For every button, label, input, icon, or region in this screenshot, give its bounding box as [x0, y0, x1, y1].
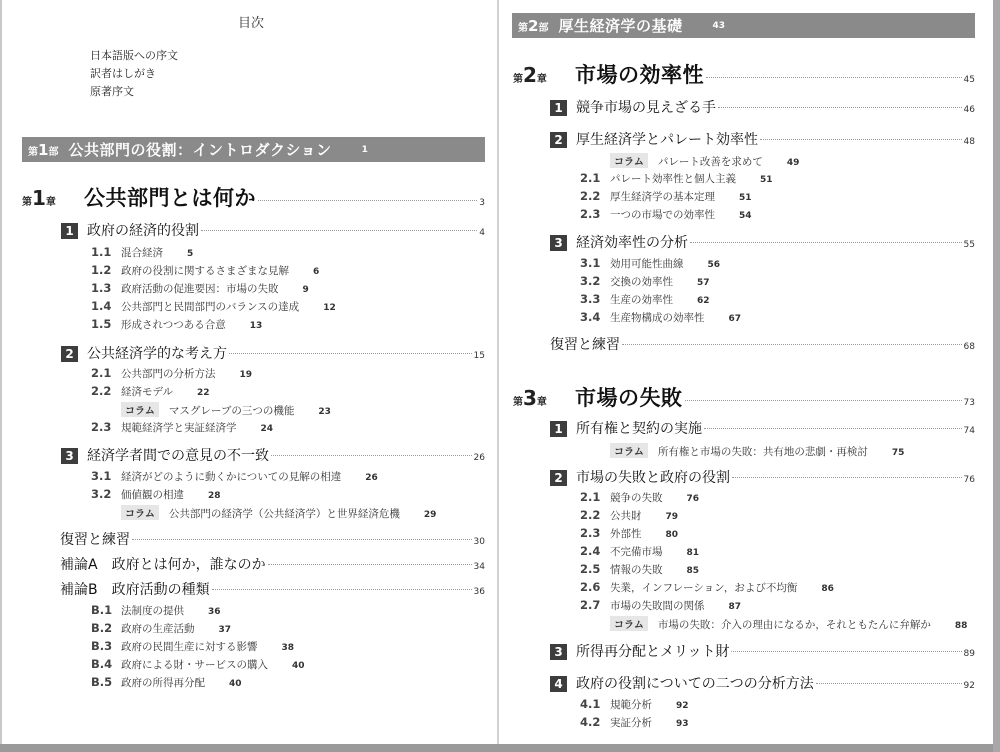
toc-title: 目次 — [238, 16, 265, 31]
dot-leader — [229, 353, 472, 354]
subsection-entry[interactable]: 2.2 経済モデル 22 — [91, 384, 210, 398]
dot-leader — [690, 242, 962, 243]
subsection-entry[interactable]: 2.3 一つの市場での効率性 54 — [580, 207, 752, 221]
subsection-entry[interactable]: B.2 政府の生産活動 37 — [91, 621, 232, 635]
front-matter-preface-jp[interactable]: 日本語版への序文 — [90, 49, 178, 62]
subsection-entry[interactable]: 2.1 競争の失敗 76 — [580, 490, 700, 504]
part-title: 厚生経済学の基礎 — [558, 17, 683, 35]
dot-leader — [212, 589, 472, 590]
page-number: 89 — [963, 649, 975, 659]
dot-leader — [622, 344, 962, 345]
dot-leader — [718, 107, 962, 108]
page-number: 15 — [473, 351, 485, 361]
subsection-entry[interactable]: 3.1 経済がどのように動くかについての見解の相違 26 — [91, 469, 378, 483]
section-number-box: 3 — [550, 644, 567, 660]
appendix-title: 補論A 政府とは何か，誰なのか — [60, 557, 266, 573]
section-title: 所有権と契約の実施 — [576, 421, 702, 437]
page-number: 76 — [963, 475, 975, 485]
dot-leader — [706, 77, 962, 78]
subsection-entry[interactable]: 2.5 情報の失敗 85 — [580, 562, 700, 576]
front-matter-original-preface[interactable]: 原著序文 — [90, 85, 134, 98]
chapter-title: 市場の効率性 — [575, 63, 704, 87]
dot-leader — [132, 539, 472, 540]
section-entry[interactable] — [61, 220, 485, 240]
page-number: 3 — [479, 198, 485, 208]
chapter-3-entry[interactable] — [513, 382, 975, 412]
dot-leader — [732, 477, 962, 478]
part-1-banner[interactable] — [22, 137, 485, 162]
part-page: 43 — [712, 20, 725, 31]
dot-leader — [258, 200, 477, 201]
page-number: 74 — [963, 426, 975, 436]
subsection-entry[interactable]: 2.4 不完備市場 81 — [580, 544, 700, 558]
subsection-entry[interactable]: B.1 法制度の提供 36 — [91, 603, 221, 617]
page-number: 55 — [963, 240, 975, 250]
subsection-entry[interactable]: 2.6 失業，インフレーション，および不均衡 86 — [580, 580, 834, 594]
section-number-box: 3 — [61, 448, 78, 464]
page-number: 30 — [473, 537, 485, 547]
section-number-box: 3 — [550, 235, 567, 251]
subsection-entry[interactable]: 3.1 効用可能性曲線 56 — [580, 256, 721, 270]
appendix-title: 補論B 政府活動の種類 — [60, 582, 210, 598]
subsection-entry[interactable]: 2.2 公共財 79 — [580, 508, 679, 522]
subsection-entry[interactable]: 1.5 形成されつつある合意 13 — [91, 317, 263, 331]
review-title: 復習と練習 — [550, 337, 620, 353]
subsection-entry[interactable]: 1.2 政府の役割に関するさまざまな見解 6 — [91, 263, 320, 277]
section-title: 市場の失敗と政府の役割 — [576, 470, 730, 486]
page-number: 45 — [963, 75, 975, 85]
left-page — [0, 0, 497, 744]
dot-leader — [760, 139, 962, 140]
section-entry[interactable] — [550, 232, 975, 252]
chapter-1-entry[interactable] — [22, 182, 485, 212]
chapter-2-entry[interactable] — [513, 59, 975, 89]
page-number: 4 — [479, 228, 485, 238]
dot-leader — [704, 428, 962, 429]
right-page — [499, 0, 993, 744]
subsection-entry[interactable]: 1.1 混合経済 5 — [91, 245, 194, 259]
section-entry[interactable] — [61, 445, 485, 465]
page-number: 48 — [963, 137, 975, 147]
section-number-box: 1 — [550, 100, 567, 116]
part-number: 第1部 — [28, 140, 59, 159]
subsection-entry[interactable]: 2.3 外部性 80 — [580, 526, 679, 540]
page-number: 34 — [473, 562, 485, 572]
section-title: 経済学者間での意見の不一致 — [87, 448, 269, 464]
appendix-b-entry[interactable] — [60, 579, 485, 599]
subsection-entry[interactable]: 4.1 規範分析 92 — [580, 697, 689, 711]
subsection-entry[interactable]: 2.1 パレート効率性と個人主義 51 — [580, 171, 773, 185]
section-title: 政府の経済的役割 — [87, 223, 199, 239]
part-page: 1 — [361, 144, 368, 155]
section-number-box: 1 — [550, 421, 567, 437]
subsection-entry[interactable]: 3.2 価値観の相違 28 — [91, 487, 221, 501]
review-entry[interactable] — [550, 334, 975, 354]
column-entry[interactable]: コラム パレート改善を求めて 49 — [610, 153, 799, 169]
section-entry[interactable] — [550, 673, 975, 693]
subsection-entry[interactable]: 3.3 生産の効率性 62 — [580, 292, 710, 306]
section-number-box: 2 — [61, 346, 78, 362]
section-number-box: 2 — [550, 132, 567, 148]
chapter-number: 第1章 — [22, 186, 56, 210]
dot-leader — [731, 651, 961, 652]
section-entry[interactable] — [61, 343, 485, 363]
section-entry[interactable] — [550, 97, 975, 117]
chapter-title: 公共部門とは何か — [84, 186, 256, 210]
page-number: 26 — [473, 453, 485, 463]
part-2-banner[interactable] — [512, 13, 975, 38]
front-matter-translator-note[interactable]: 訳者はしがき — [90, 67, 156, 80]
page-number: 92 — [963, 681, 975, 691]
subsection-entry[interactable]: 2.2 厚生経済学の基本定理 51 — [580, 189, 752, 203]
section-title: 所得再分配とメリット財 — [576, 644, 730, 660]
chapter-number: 第3章 — [513, 386, 547, 410]
section-entry[interactable] — [550, 418, 975, 438]
page-edge-shadow — [993, 0, 1000, 752]
review-entry[interactable] — [60, 529, 485, 549]
column-entry[interactable]: コラム 市場の失敗：介入の理由になるか，それともたんに弁解か 88 — [610, 616, 967, 632]
page-number: 68 — [963, 342, 975, 352]
section-number-box: 2 — [550, 470, 567, 486]
dot-leader — [201, 230, 477, 231]
subsection-entry[interactable]: 1.4 公共部門と民間部門のバランスの達成 12 — [91, 299, 336, 313]
subsection-entry[interactable]: B.5 政府の所得再分配 40 — [91, 675, 242, 689]
column-entry[interactable]: コラム 所有権と市場の失敗：共有地の悲劇・再検討 75 — [610, 443, 904, 459]
section-number-box: 4 — [550, 676, 567, 692]
page-number: 46 — [963, 105, 975, 115]
column-entry[interactable]: コラム マスグレーブの三つの機能 23 — [121, 402, 331, 418]
subsection-entry[interactable]: 2.1 公共部門の分析方法 19 — [91, 366, 253, 380]
part-title: 公共部門の役割：イントロダクション — [68, 141, 332, 159]
section-title: 厚生経済学とパレート効率性 — [576, 132, 758, 148]
subsection-entry[interactable]: 1.3 政府活動の促進要因：市場の失敗 9 — [91, 281, 309, 295]
review-title: 復習と練習 — [60, 532, 130, 548]
page-number: 36 — [473, 587, 485, 597]
section-entry[interactable] — [550, 129, 975, 149]
subsection-entry[interactable]: 3.4 生産物構成の効率性 67 — [580, 310, 742, 324]
subsection-entry[interactable]: 2.3 規範経済学と実証経済学 24 — [91, 420, 274, 434]
section-entry[interactable] — [550, 641, 975, 661]
section-title: 政府の役割についての二つの分析方法 — [576, 676, 814, 692]
dot-leader — [816, 683, 962, 684]
subsection-entry[interactable]: B.3 政府の民間生産に対する影響 38 — [91, 639, 295, 653]
subsection-entry[interactable]: 3.2 交換の効率性 57 — [580, 274, 710, 288]
dot-leader — [271, 455, 472, 456]
subsection-entry[interactable]: B.4 政府による財・サービスの購入 40 — [91, 657, 305, 671]
part-number: 第2部 — [518, 16, 549, 35]
chapter-title: 市場の失敗 — [575, 386, 683, 410]
subsection-entry[interactable]: 4.2 実証分析 93 — [580, 715, 689, 729]
page-number: 73 — [963, 398, 975, 408]
subsection-entry[interactable]: 2.7 市場の失敗間の関係 87 — [580, 598, 742, 612]
section-entry[interactable] — [550, 467, 975, 487]
chapter-number: 第2章 — [513, 63, 547, 87]
section-title: 経済効率性の分析 — [576, 235, 688, 251]
dot-leader — [268, 564, 472, 565]
appendix-a-entry[interactable] — [60, 554, 485, 574]
column-entry[interactable]: コラム 公共部門の経済学（公共経済学）と世界経済危機 29 — [121, 505, 436, 521]
section-number-box: 1 — [61, 223, 78, 239]
section-title: 公共経済学的な考え方 — [87, 346, 227, 362]
dot-leader — [685, 400, 962, 401]
section-title: 競争市場の見えざる手 — [576, 100, 716, 116]
